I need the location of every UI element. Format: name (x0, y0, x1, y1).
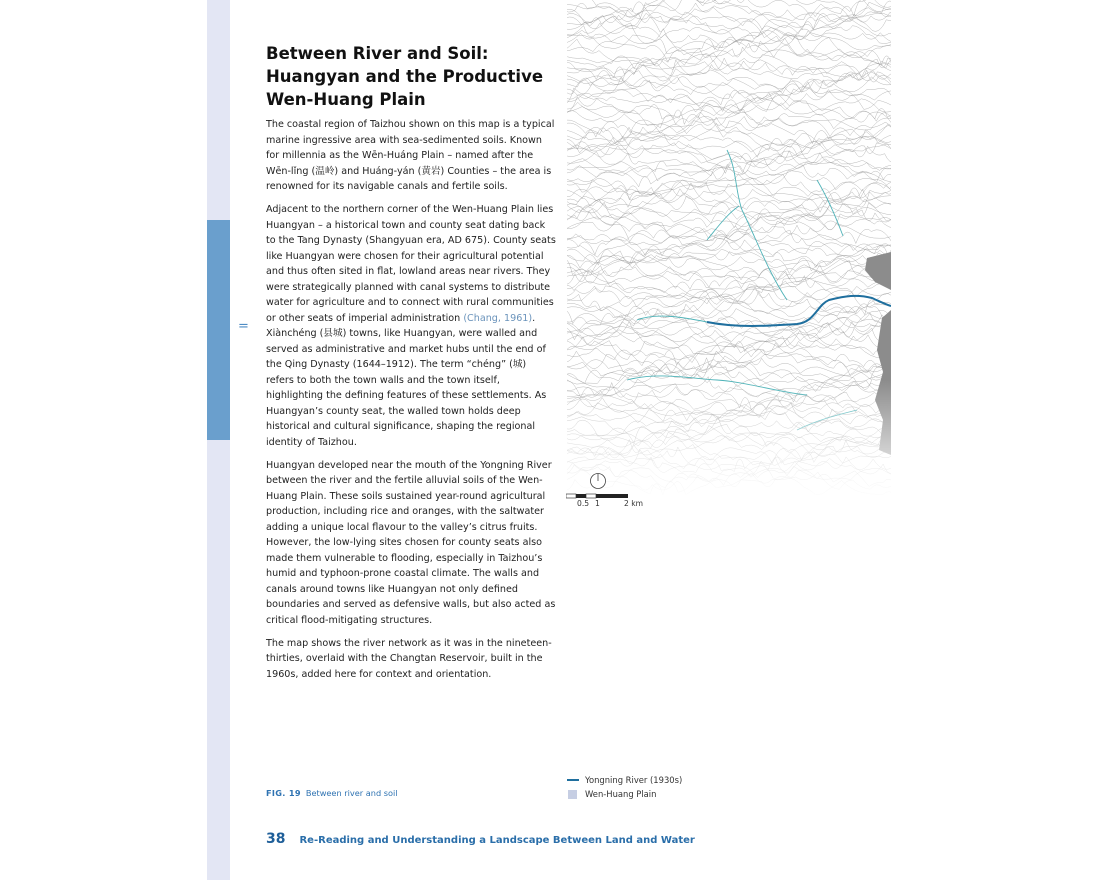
contour-line (567, 120, 891, 148)
paragraph: The map shows the river network as it was in the nineteenthirties, overlaid with the Changtan Reservoir, built in the 1960s, added here for context and orientation. (266, 637, 552, 680)
contour-line (567, 351, 891, 373)
contour-line (567, 202, 891, 223)
contour-line (567, 311, 891, 332)
chapter-tab-marker (207, 220, 230, 440)
legend-plain-swatch (568, 790, 577, 799)
contour-line (567, 326, 891, 353)
contour-line (567, 116, 891, 140)
contour-line (567, 7, 891, 30)
contour-line (567, 287, 891, 315)
contour-line (567, 210, 891, 228)
figure-caption-text: Between river and soil (305, 788, 398, 798)
tributary (817, 180, 843, 236)
body-text (266, 117, 556, 690)
scale-label: 0.5 (577, 499, 590, 508)
paragraph-text: . Xiànchéng (县城) towns, like Huangyan, were walled and served as administrative and market hubs until the end of the Qing Dynasty (1644–1912). The term “chéng” (城) refers to both the town walls and the town itself, highlighting the defining features of these settlements. As Huangyan’s county seat, the walled town holds deep historical and cultural significance, shaping the regional identity of Taizhou. (266, 312, 547, 448)
contour-line (567, 26, 891, 52)
contour-line (567, 343, 891, 370)
contour-line (567, 175, 891, 197)
scale-label: 1 (595, 499, 600, 508)
page-number: 38 (266, 831, 286, 847)
contour-line (567, 248, 891, 271)
contour-line (567, 23, 891, 48)
figure-number: FIG. 19 (266, 788, 301, 798)
scale-label: 2 km (624, 499, 644, 508)
contour-line (567, 195, 891, 220)
page-title: Between River and Soil: Huangyan and the Productive Wen-Huang Plain (266, 44, 544, 109)
contour-line (567, 158, 891, 182)
legend-label: Yongning River (1930s) (585, 775, 683, 785)
citation: (Chang, 1961) (463, 312, 533, 324)
paragraph: The coastal region of Taizhou shown on this map is a typical marine ingressive area with sea-sedimented soils. Known for millennia as the Wēn-Huáng Plain – named after the Wēn-lǐng (温岭) and Huáng-yán (黄岩) Counties – the area is renowned for its navigable canals and fertile soils. (266, 119, 555, 192)
contour-line (567, 298, 891, 319)
contour-line (567, 97, 891, 125)
running-title: Re-Reading and Understanding a Landscape Between Land and Water (299, 835, 695, 846)
legend-item (567, 787, 682, 801)
legend-item (567, 773, 682, 787)
margin-mark: = (238, 319, 249, 334)
scale-segment (596, 494, 628, 498)
scale-segment (576, 494, 586, 498)
legend-river-swatch (567, 779, 579, 781)
page-footer (266, 828, 695, 847)
paragraph: Huangyan developed near the mouth of the Yongning River between the river and the fertile alluvial soils of the Wen-Huang Plain. These soils sustained year-round agricultural production, including rice and oranges, with the saltwater adding a unique local flavour to the valley’s citrus fruits. However, the low-lying sites chosen for county seats also made them vulnerable to flooding, especially in Taizhou’s humid and typhoon-prone coastal climate. The walls and canals around towns like Huangyan not only defined boundaries and served as defensive walls, but also acted as critical flood-mitigating structures. (266, 459, 556, 626)
legend-label: Wen-Huang Plain (585, 789, 657, 799)
figure-caption (266, 788, 398, 798)
map-graphic (567, 0, 891, 500)
contour-line (567, 330, 891, 354)
contour-line (567, 301, 891, 326)
contour-line (567, 261, 891, 288)
terrain-patch (865, 252, 891, 290)
paragraph-text: Adjacent to the northern corner of the Wen-Huang Plain lies Huangyan – a historical town and county seat dating back to the Tang Dynasty (Shangyuan era, AD 675). County seats like Huangyan were chosen for their agricultural potential and thus often sited in flat, lowland areas near rivers. They were strategically planned with canal systems to distribute water for agriculture and to connect with rural communities or other seats of imperial administration (266, 204, 556, 324)
contour-line (567, 271, 891, 291)
contour-line (567, 13, 891, 41)
contour-line (567, 339, 891, 364)
contour-line (567, 292, 891, 317)
contour-line (567, 145, 891, 169)
tributary (707, 206, 739, 240)
contour-line (567, 256, 891, 280)
contour-line (567, 0, 891, 18)
contour-line (567, 253, 891, 280)
scale-segment (586, 494, 596, 498)
contour-line (567, 358, 891, 381)
contour-line (567, 125, 891, 152)
paragraph (266, 202, 556, 450)
map-legend (567, 773, 682, 801)
contour-line (567, 165, 891, 187)
contour-map (567, 0, 891, 500)
page-side-strip (207, 0, 230, 880)
tributary (727, 150, 787, 300)
scale-segment (566, 494, 576, 498)
